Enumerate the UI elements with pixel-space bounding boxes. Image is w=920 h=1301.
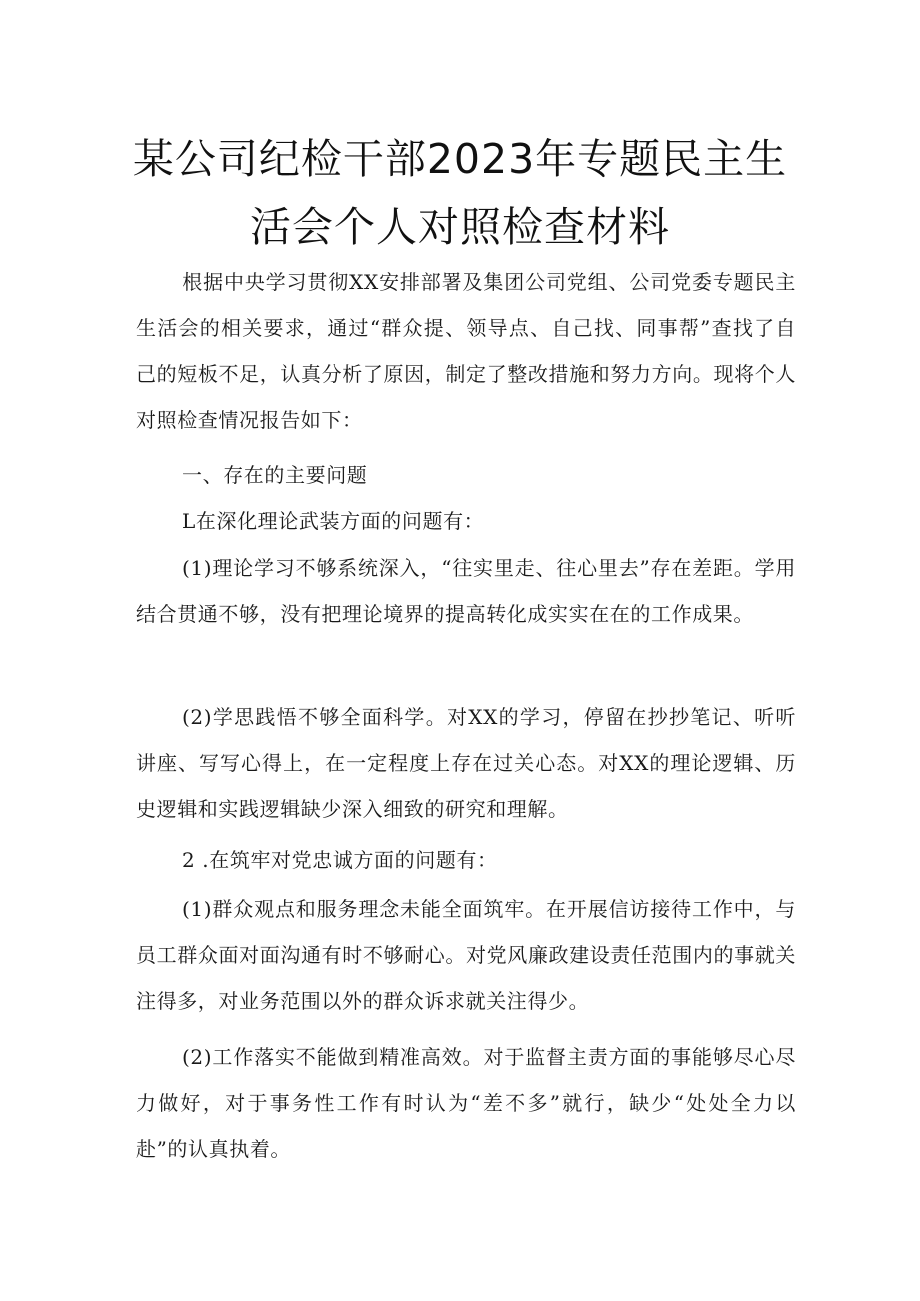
intro-text: 根据中央学习贯彻XX安排部署及集团公司党组、公司党委专题民主生活会的相关要求，通过“群众提、领导点、自己找、同事帮”查找了自己的短板不足，认真分析了原因，制定了整改措施和努力方向。现将个人对照检查情况报告如下：: [136, 270, 796, 432]
subsection-1-item-2: [136, 694, 796, 832]
subsection-2-item-1-text: (1)群众观点和服务理念未能全面筑牢。在开展信访接待工作中，与员工群众面对面沟通有时不够耐心。对党风廉政建设责任范围内的事就关注得多，对业务范围以外的群众诉求就关注得少。: [136, 897, 796, 1013]
section-1-heading: 一、存在的主要问题: [182, 463, 368, 487]
document-title-line-1: 某公司纪检干部2023年专题民主生: [132, 135, 788, 183]
subsection-1-item-2-text: (2)学思践悟不够全面科学。对XX的学习，停留在抄抄笔记、听听讲座、写写心得上，在一定程度上存在过关心态。对XX的理论逻辑、历史逻辑和实践逻辑缺少深入细致的研究和理解。: [136, 705, 796, 821]
subsection-1-item-1-text: (1)理论学习不够系统深入，“往实里走、往心里去”存在差距。学用结合贯通不够，没有把理论境界的提高转化成实实在在的工作成果。: [136, 556, 796, 626]
subsection-2-item-2: [136, 1034, 796, 1172]
intro-paragraph: [136, 259, 796, 443]
subsection-2-item-2-text: (2)工作落实不能做到精准高效。对于监督主责方面的事能够尽心尽力做好，对于事务性工作有时认为“差不多”就行，缺少“处处全力以赴”的认真执着。: [136, 1045, 796, 1161]
subsection-1-item-1: [136, 545, 796, 637]
subsection-2-heading: 2 .在筑牢对党忠诚方面的问题有：: [182, 848, 498, 872]
subsection-1-heading: L在深化理论武装方面的问题有：: [182, 509, 485, 533]
document-title-line-2: 活会个人对照检查材料: [250, 203, 670, 251]
subsection-2-item-1: [136, 886, 796, 1024]
